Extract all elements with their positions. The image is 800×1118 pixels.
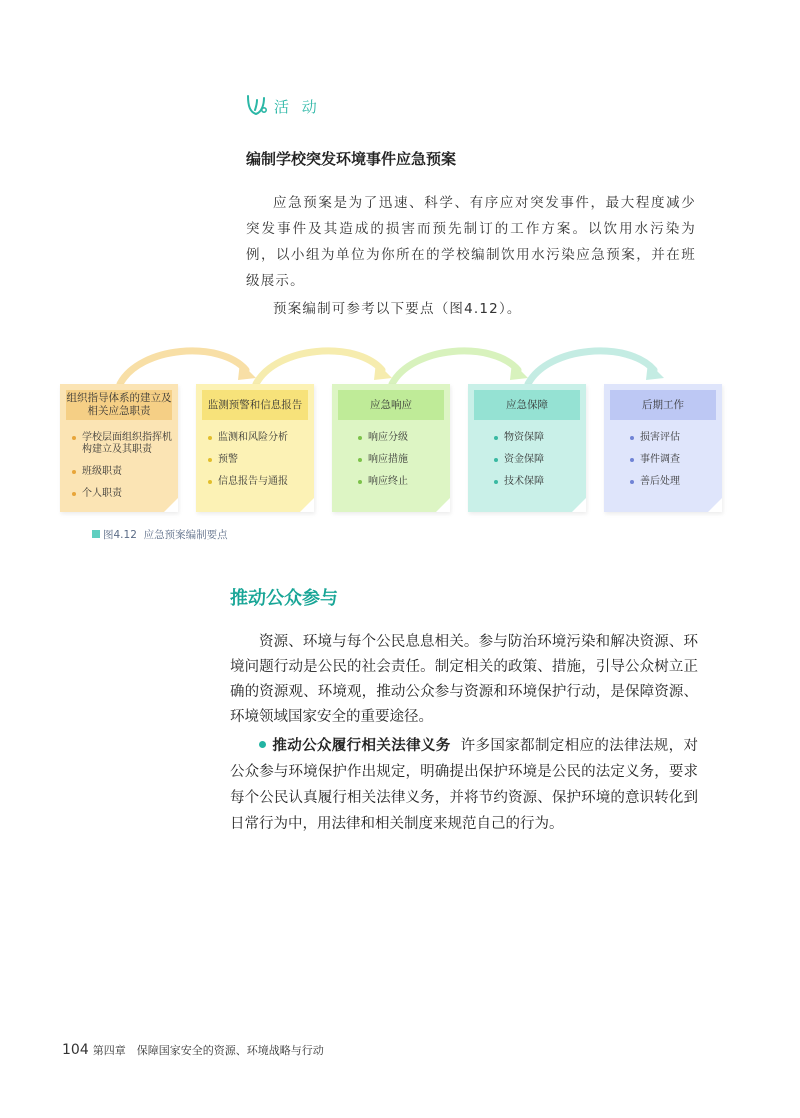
list-item: 事件调查	[630, 454, 716, 466]
list-item: 损害评估	[630, 432, 716, 444]
list-item: 信息报告与通报	[208, 476, 308, 488]
card-title: 后期工作	[610, 390, 716, 420]
bullet-icon	[630, 436, 634, 440]
subsection-body: 许多国家都制定相应的法律法规，对公众参与环境保护作出规定，明确提出保护环境是公民的法定义务，要求每个公民认真履行相关法律义务，并将节约资源、保护环境的意识转化到日常行为中，用法律和相关制度来规范自己的行为。	[230, 738, 699, 832]
bullet-icon	[494, 458, 498, 462]
section-paragraph: 资源、环境与每个公民息息相关。参与防治环境污染和解决资源、环境问题行动是公民的社会责任。制定相关的政策、措施，引导公众树立正确的资源观、环境观，推动公众参与资源和环境保护行动，是保障资源、环境领域国家安全的重要途径。	[230, 634, 698, 725]
list-item: 预警	[208, 454, 308, 466]
arrow-1	[120, 351, 246, 384]
bullet-icon	[494, 436, 498, 440]
chapter-title: 第四章 保障国家安全的资源、环境战略与行动	[92, 1044, 324, 1057]
card-items	[208, 432, 308, 498]
card-title: 组织指导体系的建立及相关应急职责	[66, 390, 172, 420]
activity-hint: 预案编制可参考以下要点（图4.12）。	[273, 301, 522, 317]
card-title: 监测预警和信息报告	[202, 390, 308, 420]
bullet-icon	[630, 458, 634, 462]
page-number: 104	[62, 1042, 89, 1058]
bullet-icon	[358, 458, 362, 462]
arrow-2	[256, 351, 382, 384]
card-fold-corner	[300, 498, 314, 512]
list-item: 响应分级	[358, 432, 444, 444]
bullet-icon	[358, 436, 362, 440]
diagram-card-response	[332, 384, 450, 512]
activity-label: 活 动	[274, 98, 321, 116]
arrow-3	[392, 351, 518, 384]
bullet-icon	[208, 480, 212, 484]
list-item: 监测和风险分析	[208, 432, 308, 444]
list-item: 学校层面组织指挥机构建立及其职责	[72, 432, 172, 456]
bullet-icon	[72, 492, 76, 496]
list-item: 个人职责	[72, 488, 172, 500]
caption-text: 应急预案编制要点	[143, 529, 228, 541]
diagram-card-aftermath	[604, 384, 722, 512]
bullet-icon	[494, 480, 498, 484]
list-item: 班级职责	[72, 466, 172, 478]
list-item: 技术保障	[494, 476, 580, 488]
card-title: 应急保障	[474, 390, 580, 420]
card-items	[358, 432, 444, 498]
arrow-4	[528, 351, 654, 384]
caption-marker-icon	[92, 530, 100, 538]
bullet-icon	[72, 470, 76, 474]
list-item: 响应终止	[358, 476, 444, 488]
activity-title: 编制学校突发环境事件应急预案	[246, 150, 457, 168]
list-item: 响应措施	[358, 454, 444, 466]
bullet-icon	[630, 480, 634, 484]
subsection-title: 推动公众履行相关法律义务	[272, 738, 451, 754]
card-items	[72, 432, 172, 510]
activity-paragraph: 应急预案是为了迅速、科学、有序应对突发事件，最大程度减少突发事件及其造成的损害而预先制订的工作方案。以饮用水污染为例，以小组为单位为你所在的学校编制饮用水污染应急预案，并在班级展示。	[246, 195, 696, 289]
page-footer	[62, 1042, 324, 1058]
caption-number: 图4.12	[103, 529, 137, 541]
bullet-icon	[208, 458, 212, 462]
bullet-icon	[259, 741, 266, 748]
diagram-card-organization	[60, 384, 178, 512]
figure-caption	[92, 527, 228, 542]
list-item: 资金保障	[494, 454, 580, 466]
card-fold-corner	[436, 498, 450, 512]
emergency-plan-diagram	[60, 340, 740, 520]
card-fold-corner	[572, 498, 586, 512]
list-item: 善后处理	[630, 476, 716, 488]
card-fold-corner	[708, 498, 722, 512]
section-title: 推动公众参与	[230, 588, 338, 609]
card-items	[494, 432, 580, 498]
bullet-icon	[358, 480, 362, 484]
card-title: 应急响应	[338, 390, 444, 420]
diagram-card-monitoring	[196, 384, 314, 512]
card-fold-corner	[164, 498, 178, 512]
subsection-paragraph	[230, 733, 698, 837]
list-item: 物资保障	[494, 432, 580, 444]
diagram-card-support	[468, 384, 586, 512]
bullet-icon	[208, 436, 212, 440]
card-items	[630, 432, 716, 498]
bullet-icon	[72, 436, 76, 440]
activity-icon	[244, 92, 270, 118]
